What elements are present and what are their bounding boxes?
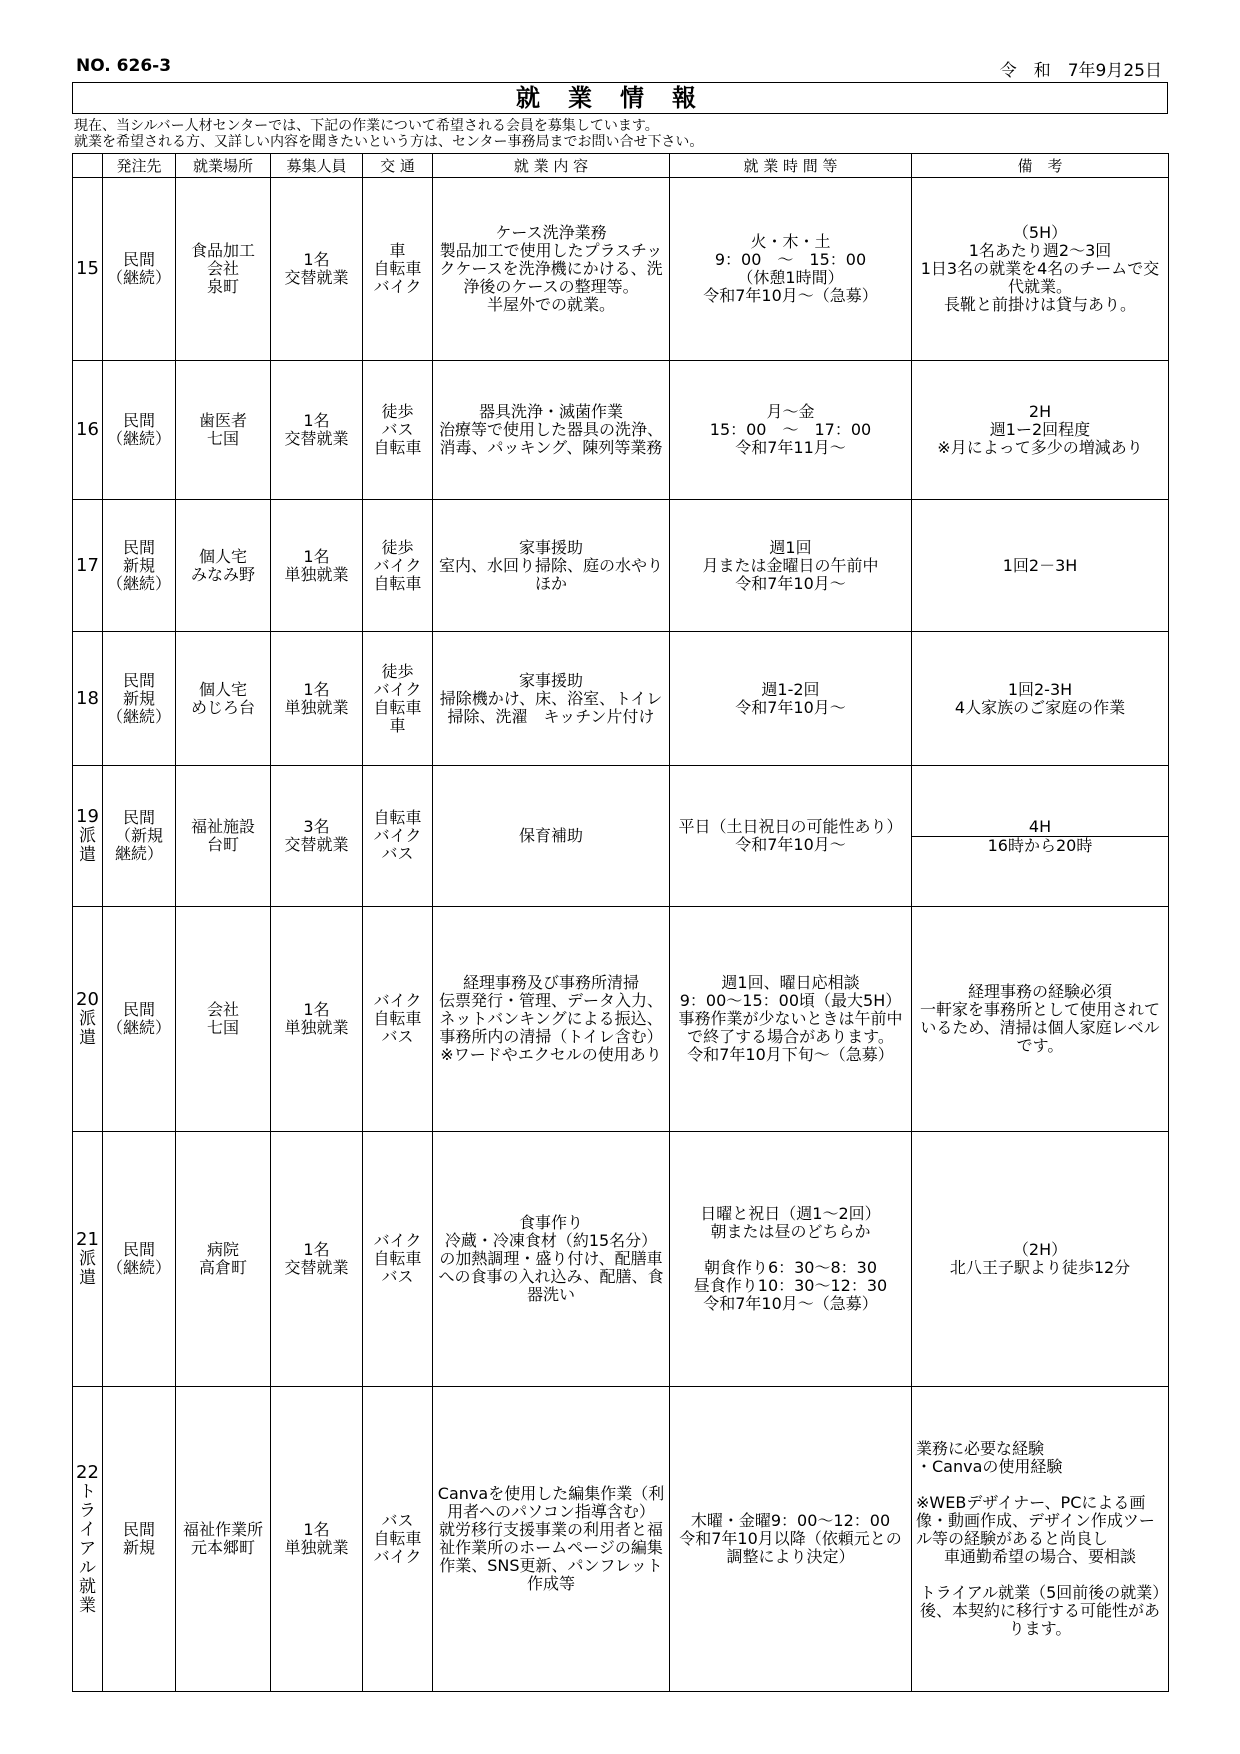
note-top: （2H）: [1012, 1240, 1068, 1259]
time-bottom: 令和7年11月～: [735, 438, 846, 457]
time-bottom: 令和7年10月～（急募）: [703, 286, 878, 305]
note-cell: [912, 766, 1169, 907]
row-number: 22: [76, 1461, 99, 1483]
count-bottom: 単独就業: [284, 1538, 349, 1557]
place-bottom: 高倉町: [198, 1258, 247, 1277]
header-line: [72, 54, 1168, 80]
place-top: 病院: [206, 1240, 239, 1259]
count-cell: [271, 1387, 363, 1692]
row-number-cell: [73, 1132, 103, 1387]
place-bottom: 七国: [206, 1018, 239, 1037]
note-top: 業務に必要な経験 ・Canvaの使用経験 ※WEBデザイナー、PCによる画像・動画作成、デザイン作成ツール等の経験があると尚良し: [916, 1439, 1155, 1548]
client-cell: [103, 500, 176, 632]
place-cell: [176, 1387, 271, 1692]
client-cell: [103, 361, 176, 500]
time-top: 日曜と祝日（週1～2回） 朝または昼のどちらか 朝食作り6：30～8：30 昼食作り10：30～12：30: [693, 1204, 888, 1295]
place-top: 個人宅: [198, 546, 247, 566]
place-top: 食品加工 会社: [190, 241, 255, 278]
time-cell: [670, 1387, 912, 1692]
time-bottom: 令和7年10月～: [735, 697, 846, 717]
transport-cell: [363, 500, 433, 632]
client-top: 民間 新規: [122, 670, 155, 708]
count-top: 1名: [303, 1240, 330, 1259]
count-top: 1名: [303, 411, 330, 430]
col-header-place: 就業場所: [176, 154, 271, 178]
time-top: 週1回、曜日応相談 9：00～15：00頃（最大5H） 事務作業が少ないときは午前中で終了する場合があります。: [678, 973, 903, 1046]
table-header-row: [73, 154, 1169, 178]
table-row: [73, 1132, 1169, 1387]
count-bottom: 交替就業: [284, 268, 349, 287]
place-cell: [176, 632, 271, 766]
client-bottom: （新規 継続）: [114, 826, 163, 863]
time-top: 火・木・土 9：00 ～ 15：00 （休憩1時間）: [714, 232, 867, 287]
note-top: 経理事務の経験必須: [967, 982, 1112, 1001]
time-bottom: 令和7年10月～: [735, 573, 846, 593]
place-top: 個人宅: [198, 679, 247, 699]
job-cell: [433, 632, 670, 766]
job-cell: [433, 1387, 670, 1692]
transport-cell: [363, 1387, 433, 1692]
note-top: 4H: [1028, 816, 1052, 836]
col-header-note: 備 考: [912, 154, 1169, 178]
col-header-client: 発注先: [103, 154, 176, 178]
table-row: [73, 632, 1169, 766]
time-cell: [670, 766, 912, 907]
row-number: 16: [76, 419, 99, 440]
note-top: （5H）: [1012, 223, 1068, 242]
transport: 徒歩 バス 自転車: [373, 402, 422, 457]
job-cell: [433, 361, 670, 500]
time-top: 月～金 15：00 ～ 17：00: [709, 402, 872, 439]
col-header-time: 就 業 時 間 等: [670, 154, 912, 178]
place-top: 福祉作業所: [182, 1520, 263, 1539]
issue-date: 令 和 7年9月25日: [999, 61, 1162, 81]
note-cell: [912, 1132, 1169, 1387]
note-bottom: 1名あたり週2～3回 1日3名の就業を4名のチームで交代就業。 長靴と前掛けは貸与あり。: [920, 241, 1160, 314]
client-bottom: （継続）: [107, 706, 172, 726]
job-top: Canvaを使用した編集作業（利用者へのパソコン指導含む）: [437, 1484, 665, 1521]
time-cell: [670, 907, 912, 1132]
row-number: 15: [76, 258, 99, 279]
client-top: 民間: [122, 808, 155, 827]
note-cell: [912, 632, 1169, 766]
job-bottom: 室内、水回り掃除、庭の水やりほか: [438, 555, 663, 593]
client-top: 民間: [122, 1240, 155, 1259]
count-cell: [271, 500, 363, 632]
job-table: [72, 153, 1169, 1692]
job-top: 保育補助: [518, 826, 583, 845]
client-cell: [103, 178, 176, 361]
row-type: 派遣: [79, 1009, 96, 1048]
row-number-cell: [73, 907, 103, 1132]
page-title: 就業情報: [72, 82, 1168, 114]
job-bottom: 製品加工で使用したプラスチックケースを洗浄機にかける、洗浄後のケースの整理等。 半屋外での就業。: [439, 241, 663, 314]
note-bottom: 一軒家を事務所として使用されているため、清掃は個人家庭レベルです。: [919, 1000, 1160, 1055]
note-top: 1回2-3H: [1007, 679, 1073, 699]
row-number-cell: [73, 766, 103, 907]
client-top: 民間 新規: [122, 537, 155, 575]
transport: バイク 自転車 バス: [373, 991, 422, 1046]
client-bottom: （継続）: [107, 573, 172, 593]
intro-text: [74, 118, 1168, 150]
col-header-no: [73, 154, 103, 178]
table-row: [73, 907, 1169, 1132]
count-top: 1名: [303, 250, 330, 269]
client-bottom: （継続）: [107, 268, 172, 287]
transport: バス 自転車 バイク: [373, 1511, 422, 1566]
transport: 徒歩 バイク 自転車: [373, 537, 422, 593]
time-cell: [670, 632, 912, 766]
count-top: 1名: [303, 546, 330, 566]
note-cell: [912, 1387, 1169, 1692]
transport: 自転車 バイク バス: [373, 808, 422, 863]
client-cell: [103, 1132, 176, 1387]
transport: 徒歩 バイク 自転車 車: [373, 661, 422, 735]
transport-cell: [363, 178, 433, 361]
note-cell: [912, 907, 1169, 1132]
client-bottom: （継続）: [107, 1258, 172, 1277]
job-cell: [433, 1132, 670, 1387]
document-number: NO. 626-3: [76, 56, 172, 76]
time-bottom: 令和7年10月～（急募）: [703, 1294, 878, 1313]
transport-cell: [363, 907, 433, 1132]
table-row: [73, 500, 1169, 632]
count-top: 3名: [303, 817, 330, 836]
note-cell: [912, 361, 1169, 500]
count-bottom: 交替就業: [284, 835, 349, 854]
client-top: 民間: [122, 250, 155, 269]
job-bottom: 就労移行支援事業の利用者と福祉作業所のホームページの編集作業、SNS更新、パンフレット作成等: [438, 1520, 663, 1593]
job-top: 経理事務及び事務所清掃: [462, 973, 639, 992]
place-bottom: 台町: [206, 835, 239, 854]
transport-cell: [363, 1132, 433, 1387]
count-bottom: 交替就業: [284, 429, 349, 448]
job-cell: [433, 766, 670, 907]
place-cell: [176, 766, 271, 907]
table-row: [73, 361, 1169, 500]
time-cell: [670, 361, 912, 500]
client-bottom: （継続）: [107, 429, 172, 448]
client-cell: [103, 907, 176, 1132]
time-top: 木曜・金曜9：00～12：00: [690, 1511, 891, 1530]
job-top: ケース洗浄業務: [495, 223, 607, 242]
row-number: 21: [76, 1229, 99, 1250]
place-top: 歯医者: [198, 411, 247, 430]
table-row: [73, 766, 1169, 907]
count-cell: [271, 907, 363, 1132]
place-top: 福祉施設: [190, 817, 255, 836]
intro-line-1: 現在、当シルバー人材センターでは、下記の作業について希望される会員を募集しています。: [74, 118, 659, 134]
place-bottom: 七国: [206, 429, 239, 448]
time-bottom: 令和7年10月～: [735, 835, 846, 854]
table-row: [73, 1387, 1169, 1692]
count-cell: [271, 766, 363, 907]
document-page: [72, 54, 1168, 1692]
transport-cell: [363, 766, 433, 907]
note-bottom: 4人家族のご家庭の作業: [954, 697, 1126, 717]
count-bottom: 交替就業: [284, 1258, 349, 1277]
place-bottom: 泉町: [206, 277, 239, 296]
row-number: 18: [76, 687, 99, 709]
place-cell: [176, 178, 271, 361]
note-cell: [912, 500, 1169, 632]
place-bottom: みなみ野: [190, 564, 255, 584]
row-type: 派遣: [79, 1249, 96, 1288]
job-top: 家事援助: [518, 670, 583, 690]
note-bottom: 車通勤希望の場合、要相談 トライアル就業（5回前後の就業）後、本契約に移行する可能性があります。: [919, 1547, 1161, 1638]
client-cell: [103, 1387, 176, 1692]
count-top: 1名: [303, 1520, 330, 1539]
client-cell: [103, 766, 176, 907]
client-top: 民間 新規: [122, 1520, 155, 1557]
job-top: 器具洗浄・滅菌作業: [478, 402, 623, 421]
note-bottom: 16時から20時: [912, 836, 1168, 855]
place-cell: [176, 361, 271, 500]
job-bottom: 掃除機かけ、床、浴室、トイレ掃除、洗濯 キッチン片付け: [439, 688, 663, 726]
place-cell: [176, 907, 271, 1132]
col-header-job: 就 業 内 容: [433, 154, 670, 178]
row-number: 19: [76, 806, 99, 827]
count-bottom: 単独就業: [284, 564, 349, 584]
row-number-cell: [73, 178, 103, 361]
note-bottom: 北八王子駅より徒歩12分: [949, 1258, 1131, 1277]
place-bottom: めじろ台: [190, 697, 255, 717]
place-cell: [176, 1132, 271, 1387]
count-top: 1名: [303, 679, 330, 699]
client-cell: [103, 632, 176, 766]
col-header-transport: 交 通: [363, 154, 433, 178]
job-top: 食事作り: [518, 1213, 583, 1232]
place-cell: [176, 500, 271, 632]
row-number: 17: [76, 554, 99, 576]
job-bottom: 治療等で使用した器具の洗浄、消毒、パッキング、陳列等業務: [438, 420, 663, 457]
note-top: 1回2－3H: [1002, 555, 1078, 575]
row-type: トライアル就業: [79, 1481, 96, 1616]
note-top: 2H: [1028, 402, 1052, 421]
time-top: 平日（土日祝日の可能性あり）: [678, 817, 903, 836]
row-number-cell: [73, 361, 103, 500]
count-bottom: 単独就業: [284, 1018, 349, 1037]
row-number-cell: [73, 1387, 103, 1692]
count-cell: [271, 178, 363, 361]
time-top: 週1-2回: [761, 679, 820, 699]
count-cell: [271, 632, 363, 766]
note-bottom: 週1ー2回程度 ※月によって多少の増減あり: [937, 420, 1143, 457]
place-top: 会社: [206, 1000, 239, 1019]
job-cell: [433, 907, 670, 1132]
count-cell: [271, 1132, 363, 1387]
row-number: 20: [76, 989, 99, 1010]
time-bottom: 令和7年10月下旬～（急募）: [687, 1045, 894, 1064]
job-cell: [433, 500, 670, 632]
time-cell: [670, 178, 912, 361]
transport-cell: [363, 632, 433, 766]
job-bottom: 冷蔵・冷凍食材（約15名分）の加熱調理・盛り付け、配膳車への食事の入れ込み、配膳、食器洗い: [438, 1231, 664, 1304]
time-cell: [670, 1132, 912, 1387]
transport: バイク 自転車 バス: [373, 1231, 422, 1286]
transport-cell: [363, 361, 433, 500]
col-header-count: 募集人員: [271, 154, 363, 178]
job-cell: [433, 178, 670, 361]
row-number-cell: [73, 500, 103, 632]
table-row: [73, 178, 1169, 361]
row-type: 派遣: [79, 826, 96, 865]
client-bottom: （継続）: [107, 1018, 172, 1037]
count-bottom: 単独就業: [284, 697, 349, 717]
time-cell: [670, 500, 912, 632]
job-top: 家事援助: [518, 537, 583, 557]
place-bottom: 元本郷町: [190, 1538, 255, 1557]
count-cell: [271, 361, 363, 500]
time-bottom: 令和7年10月以降（依頼元との調整により決定）: [679, 1529, 902, 1566]
count-top: 1名: [303, 1000, 330, 1019]
client-top: 民間: [122, 1000, 155, 1019]
client-top: 民間: [122, 411, 155, 430]
row-number-cell: [73, 632, 103, 766]
intro-line-2: 就業を希望される方、又詳しい内容を聞きたいという方は、センター事務局までお問い合せ下さい。: [74, 134, 704, 150]
note-cell: [912, 178, 1169, 361]
time-top: 週1回 月または金曜日の午前中: [702, 537, 879, 575]
transport: 車 自転車 バイク: [373, 241, 422, 296]
job-bottom: 伝票発行・管理、データ入力、ネットバンキングによる振込、事務所内の清掃（トイレ含む） ※ワードやエクセルの使用あり: [438, 991, 663, 1064]
